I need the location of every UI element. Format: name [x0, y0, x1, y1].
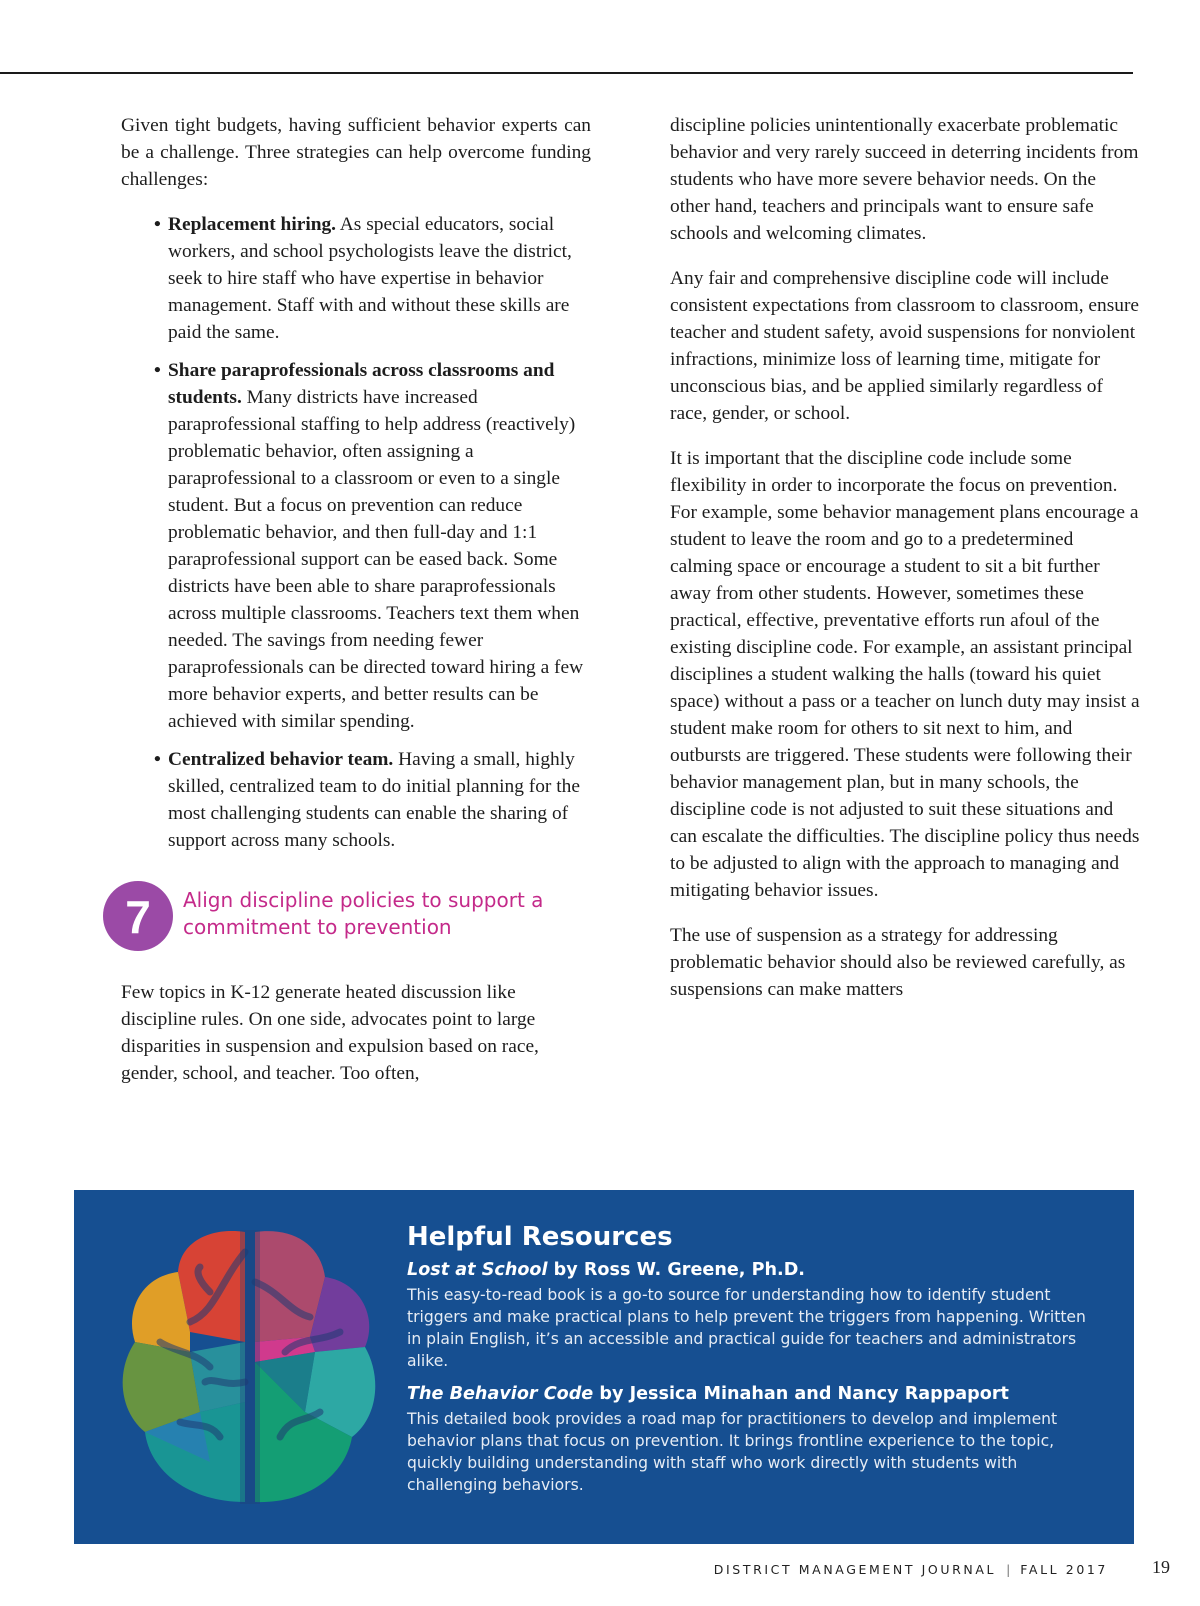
book-title-line	[407, 1382, 1097, 1407]
journal-name: DISTRICT MANAGEMENT JOURNAL	[713, 1562, 997, 1577]
section-heading	[103, 881, 591, 957]
right-column	[670, 112, 1140, 1021]
bullet-text: As special educators, social workers, and school psychologists leave the district, seek to hire staff who have expertise in behavior management. Staff with and without these skills are paid the same.	[168, 214, 572, 343]
footer-separator: |	[1006, 1562, 1011, 1577]
body-paragraph: It is important that the discipline code include some flexibility in order to incorporate the focus on prevention. For example, some behavior management plans encourage a student to leave the room and go to a predetermined calming space or encourage a student to sit a bit further away from other students. However, sometimes these practical, effective, preventative efforts run afoul of the existing discipline code. For example, an assistant principal disciplines a student walking the halls (toward his quiet space) without a pass or a teacher on lunch duty may insist a student make room for others to sit next to him, and outbursts are triggered. These students were following their behavior management plan, but in many schools, the discipline code is not adjusted to suit these situations and can escalate the difficulties. The discipline policy thus needs to be adjusted to align with the approach to managing and mitigating behavior issues.	[670, 448, 1140, 901]
brain-illustration-icon	[120, 1222, 380, 1512]
body-paragraph: Any fair and comprehensive discipline code will include consistent expectations from classroom to classroom, ensure teacher and student safety, avoid suspensions for nonviolent infractions, minimize loss of learning time, mitigate for unconscious bias, and be applied similarly regardless of race, gender, or school.	[670, 268, 1140, 424]
left-column	[121, 112, 591, 1105]
intro-paragraph: Given tight budgets, having sufficient behavior experts can be a challenge. Three strategies can help overcome funding challenges:	[121, 115, 591, 190]
top-rule	[0, 72, 1133, 74]
strategy-list	[121, 211, 591, 854]
book-description: This detailed book provides a road map for practitioners to develop and implement behavior plans that focus on prevention. It brings frontline experience to the topic, quickly building understanding with staff who work directly with students with challenging behaviors.	[407, 1410, 1058, 1494]
book-description: This easy-to-read book is a go-to source for understanding how to identify student triggers and make practical plans to help prevent the triggers from happening. Written in plain English, it’s an accessible and practical guide for teachers and administrators alike.	[407, 1286, 1086, 1370]
page-number: 19	[1152, 1557, 1170, 1577]
bullet-text: Having a small, highly skilled, centralized team to do initial planning for the most challenging students can enable the sharing of support across many schools.	[168, 749, 580, 851]
body-paragraph: discipline policies unintentionally exacerbate problematic behavior and very rarely succeed in deterring incidents from students who have more severe behavior needs. On the other hand, teachers and principals want to ensure safe schools and welcoming climates.	[670, 115, 1139, 244]
section-number-badge: 7	[103, 881, 173, 951]
book-title: The Behavior Code	[407, 1384, 594, 1404]
list-item	[168, 211, 591, 346]
book-author: by Ross W. Greene, Ph.D.	[547, 1260, 805, 1280]
body-paragraph: The use of suspension as a strategy for addressing problematic behavior should also be reviewed carefully, as suspensions can make matters	[670, 925, 1126, 1000]
helpful-resources-box	[74, 1190, 1134, 1544]
resources-text	[407, 1220, 1097, 1506]
bullet-text: Many districts have increased paraprofessional staffing to help address (reactively) problematic behavior, often assigning a paraprofessional to a classroom or even to a single student. But a focus on prevention can reduce problematic behavior, and then full-day and 1:1 paraprofessional support can be eased back. Some districts have been able to share paraprofessionals across multiple classrooms. Teachers text them when needed. The savings from needing fewer paraprofessionals can be directed toward hiring a few more behavior experts, and better results can be achieved with similar spending.	[168, 387, 584, 732]
book-title: Lost at School	[407, 1260, 548, 1280]
section-paragraph: Few topics in K-12 generate heated discussion like discipline rules. On one side, advocates point to large disparities in suspension and expulsion based on race, gender, school, and teacher. Too often,	[121, 982, 539, 1084]
book-author: by Jessica Minahan and Nancy Rappaport	[593, 1384, 1009, 1404]
book-title-line	[407, 1258, 1097, 1283]
list-item	[168, 746, 591, 854]
list-item	[168, 357, 591, 735]
section-title: Align discipline policies to support a commitment to prevention	[183, 888, 544, 939]
bullet-lead: Centralized behavior team.	[168, 749, 394, 770]
issue-label: FALL 2017	[1020, 1562, 1108, 1577]
resources-heading: Helpful Resources	[407, 1222, 673, 1252]
running-footer	[714, 1562, 1108, 1577]
bullet-lead: Share paraprofessionals across classrooms and students.	[168, 360, 555, 408]
bullet-lead: Replacement hiring.	[168, 214, 337, 235]
